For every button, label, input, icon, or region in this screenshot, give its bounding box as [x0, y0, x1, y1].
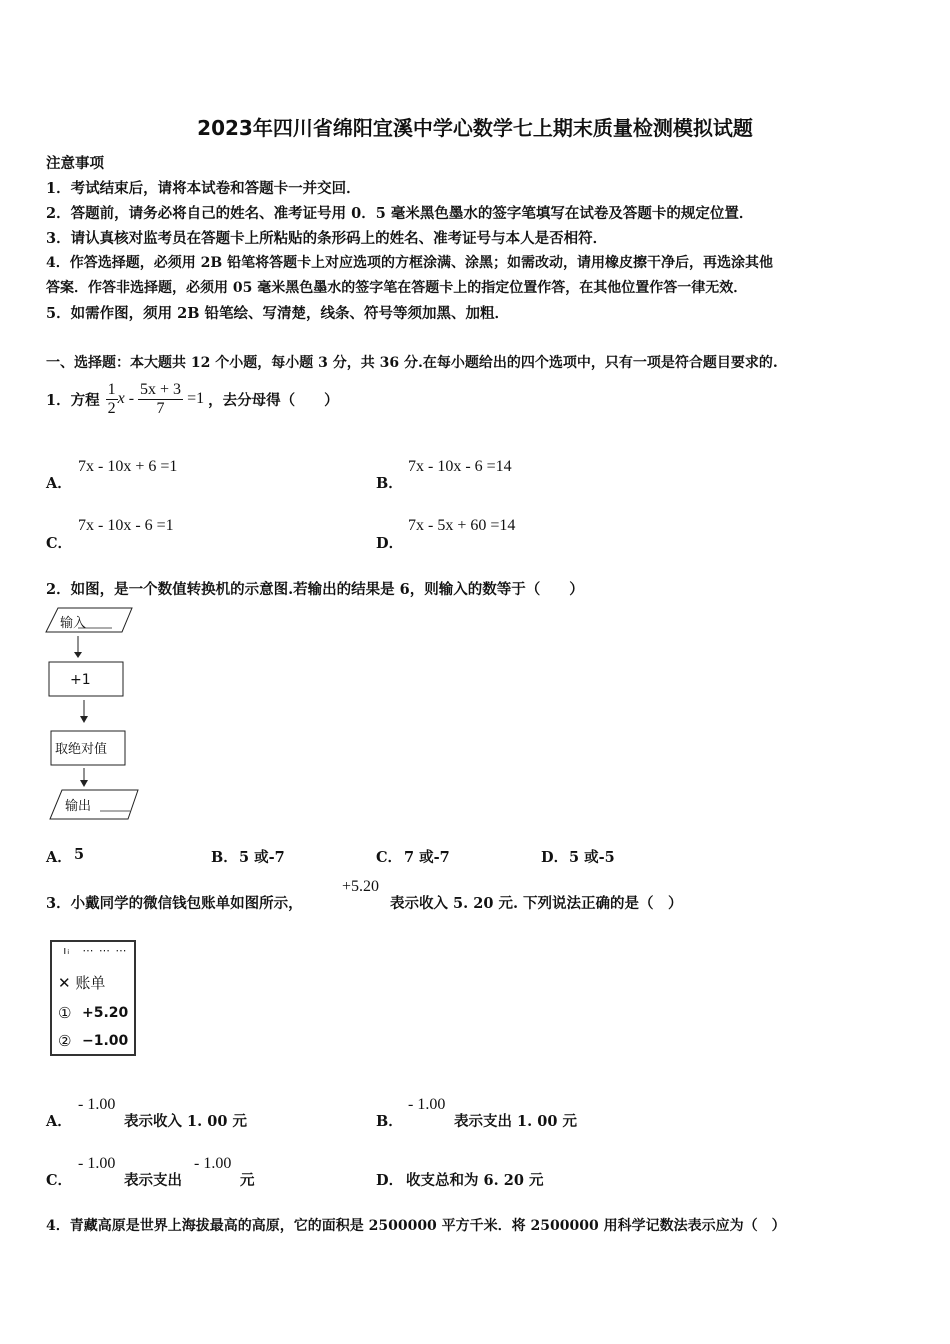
bill-row-index: ① [58, 1004, 72, 1022]
flow-arrowhead [74, 652, 82, 658]
option-math: - 1.00 [408, 1096, 446, 1113]
bill-row-value: +5.20 [82, 1005, 129, 1021]
option-expression: 7x - 10x - 6 =14 [408, 458, 512, 475]
option-label[interactable]: D． [376, 535, 404, 552]
notice-item: 1．考试结束后，请将本试卷和答题卡一并交回． [46, 180, 361, 197]
option-label[interactable]: A． [46, 475, 72, 492]
option-math: - 1.00 [78, 1096, 116, 1113]
bill-status-bar: ıᵢ ⋯ ⋯ ⋯ [60, 944, 128, 957]
wechat-bill-image [50, 940, 136, 1056]
equation [106, 381, 205, 418]
page-title: 2023年四川省绵阳宜溪中学心数学七上期末质量检测模拟试题 [197, 116, 753, 140]
flow-step1-label: +1 [70, 672, 91, 688]
option-expression: 7x - 5x + 60 =14 [408, 517, 516, 534]
flow-input-label: 输入 [60, 616, 87, 631]
question-1 [46, 377, 339, 421]
fraction-denominator: 2 [107, 399, 116, 417]
question-3-stem-tail: 表示收入 5. 20 元. 下列说法正确的是（ ） [390, 895, 683, 912]
option-label[interactable]: C． [376, 849, 403, 866]
option-text: 7 或-7 [404, 849, 450, 866]
option-label[interactable]: A． [46, 1113, 72, 1130]
question-number: 1．方程 [46, 391, 100, 409]
bill-header: ✕ 账单 [58, 974, 106, 992]
bill-row-value: −1.00 [82, 1033, 129, 1049]
option-text: 5 或-5 [569, 849, 615, 866]
question-2: 2．如图，是一个数值转换机的示意图.若输出的结果是 6，则输入的数等于（ ） [46, 581, 584, 598]
fraction [138, 381, 183, 418]
option-label[interactable]: A． [46, 849, 72, 866]
variable: x [117, 389, 125, 407]
fraction [106, 381, 118, 418]
fraction-numerator: 5x + 3 [140, 380, 182, 398]
option-label[interactable]: B． [376, 475, 403, 492]
question-3-math: +5.20 [342, 878, 380, 895]
option-label[interactable]: B． [211, 849, 238, 866]
flow-step2-label: 取绝对值 [55, 742, 108, 757]
option-label[interactable]: B． [376, 1113, 403, 1130]
option-label[interactable]: D． [541, 849, 569, 866]
question-4: 4．青藏高原是世界上海拔最高的高原，它的面积是 2500000 平方千米．将 2500000 用科学记数法表示应为（ ） [46, 1218, 786, 1234]
question-suffix: ，去分母得（ ） [208, 391, 339, 409]
option-expression: 7x - 10x + 6 =1 [78, 458, 178, 475]
option-text: 5 或-7 [239, 849, 285, 866]
notice-item: 4．作答选择题，必须用 2B 铅笔将答题卡上对应选项的方框涂满、涂黑；如需改动，请用橡皮擦干净后，再选涂其他 [46, 255, 774, 271]
option-math: - 1.00 [78, 1155, 116, 1172]
notice-item: 3．请认真核对监考员在答题卡上所粘贴的条形码上的姓名、准考证号与本人是否相符． [46, 230, 608, 247]
flowchart-diagram [40, 600, 150, 825]
flow-output-parallelogram [50, 790, 138, 819]
option-math: - 1.00 [194, 1155, 232, 1172]
option-label[interactable]: C． [46, 535, 73, 552]
fraction-denominator: 7 [156, 399, 165, 417]
notice-item: 答案．作答非选择题，必须用 05 毫米黑色墨水的签字笔在答题卡上的指定位置作答，在其他位置作答一律无效． [46, 280, 748, 296]
option-text: 表示收入 1. 00 元 [124, 1113, 247, 1130]
option-text: 表示支出 [124, 1172, 182, 1189]
flow-arrowhead [80, 780, 88, 787]
notice-item: 2．答题前，请务必将自己的姓名、准考证号用 0．5 毫米黑色墨水的签字笔填写在试卷及答题卡的规定位置． [46, 205, 754, 222]
question-3-stem: 3．小戴同学的微信钱包账单如图所示， [46, 895, 303, 912]
option-text: 元 [240, 1172, 255, 1189]
option-label[interactable]: D． [376, 1172, 404, 1189]
notice-item: 5．如需作图，须用 2B 铅笔绘、写清楚，线条、符号等须加黑、加粗． [46, 305, 510, 322]
bill-row-index: ② [58, 1032, 72, 1050]
fraction-numerator: 1 [107, 380, 116, 398]
flow-input-parallelogram [46, 608, 132, 632]
operator: - [124, 389, 139, 407]
option-expression: 7x - 10x - 6 =1 [78, 517, 174, 534]
notice-heading: 注意事项 [46, 155, 104, 172]
flow-arrowhead [80, 716, 88, 723]
option-text: 5 [74, 846, 85, 863]
option-label[interactable]: C． [46, 1172, 73, 1189]
flow-output-label: 输出 [65, 799, 92, 814]
option-text: 收支总和为 6. 20 元 [406, 1172, 544, 1189]
equation-rhs: =1 [183, 389, 205, 407]
option-text: 表示支出 1. 00 元 [454, 1113, 577, 1130]
section-heading: 一、选择题：本大题共 12 个小题，每小题 3 分，共 36 分.在每小题给出的四个选项中，只有一项是符合题目要求的. [46, 355, 778, 371]
